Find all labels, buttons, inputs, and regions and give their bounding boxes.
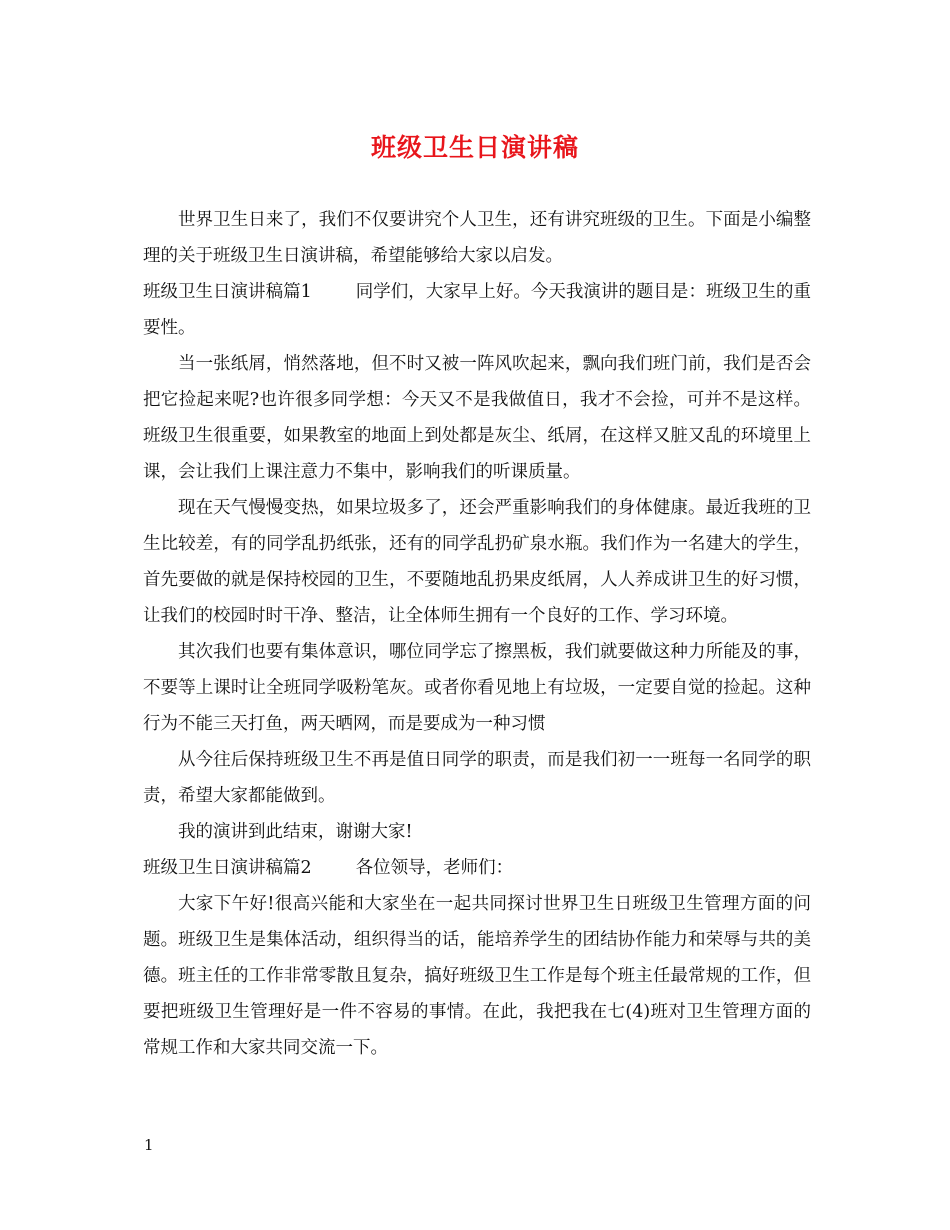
paragraph-closing: 我的演讲到此结束，谢谢大家! — [178, 822, 413, 842]
paragraph-health: 现在天气慢慢变热，如果垃圾多了，还会严重影响我们的身体健康。最近我班的卫生比较差，有的同学乱扔纸张，还有的同学乱扔矿泉水瓶。我们作为一名建大的学生，首先要做的就是保持校园的卫生，不要随地乱扔果皮纸屑，人人养成讲卫生的好习惯，让我们的校园时时干净、整洁，让全体师生拥有一个良好的工作、学习环境。 — [143, 498, 811, 626]
section-text-1: 同学们，大家早上好。今天我演讲的题目是：班级卫生的重要性。 — [143, 282, 811, 338]
paragraph-intro: 世界卫生日来了，我们不仅要讲究个人卫生，还有讲究班级的卫生。下面是小编整理的关于班级卫生日演讲稿，希望能够给大家以启发。 — [143, 210, 811, 266]
document-title: 班级卫生日演讲稿 — [370, 133, 579, 162]
paragraph-collective: 其次我们也要有集体意识，哪位同学忘了擦黑板，我们就要做这种力所能及的事，不要等上课时让全班同学吸粉笔灰。或者你看见地上有垃圾，一定要自觉的捡起。这种行为不能三天打鱼，两天晒网，而是要成为一种习惯 — [143, 642, 811, 734]
paragraph-responsibility: 从今往后保持班级卫生不再是值日同学的职责，而是我们初一一班每一名同学的职责，希望大家都能做到。 — [143, 750, 811, 806]
paragraph-speech-1-start — [143, 274, 811, 346]
paragraph-speech-2-start — [143, 850, 811, 886]
section-heading-2: 班级卫生日演讲稿篇2 — [143, 858, 312, 878]
document-body — [143, 202, 811, 1066]
paragraph-paper-scrap: 当一张纸屑，悄然落地，但不时又被一阵风吹起来，飘向我们班门前，我们是否会把它捡起来呢?也许很多同学想：今天又不是我做值日，我才不会捡，可并不是这样。班级卫生很重要，如果教室的地面上到处都是灰尘、纸屑，在这样又脏又乱的环境里上课，会让我们上课注意力不集中，影响我们的听课质量。 — [143, 354, 811, 482]
section-text-2: 各位领导，老师们： — [355, 858, 514, 878]
section-heading-1: 班级卫生日演讲稿篇1 — [143, 282, 312, 302]
paragraph-speech-2-body: 大家下午好!很高兴能和大家坐在一起共同探讨世界卫生日班级卫生管理方面的问题。班级卫生是集体活动，组织得当的话，能培养学生的团结协作能力和荣辱与共的美德。班主任的工作非常零散且复杂，搞好班级卫生工作是每个班主任最常规的工作，但要把班级卫生管理好是一件不容易的事情。在此，我把我在七(4)班对卫生管理方面的常规工作和大家共同交流一下。 — [143, 894, 811, 1058]
page-number: 1 — [144, 1136, 154, 1154]
